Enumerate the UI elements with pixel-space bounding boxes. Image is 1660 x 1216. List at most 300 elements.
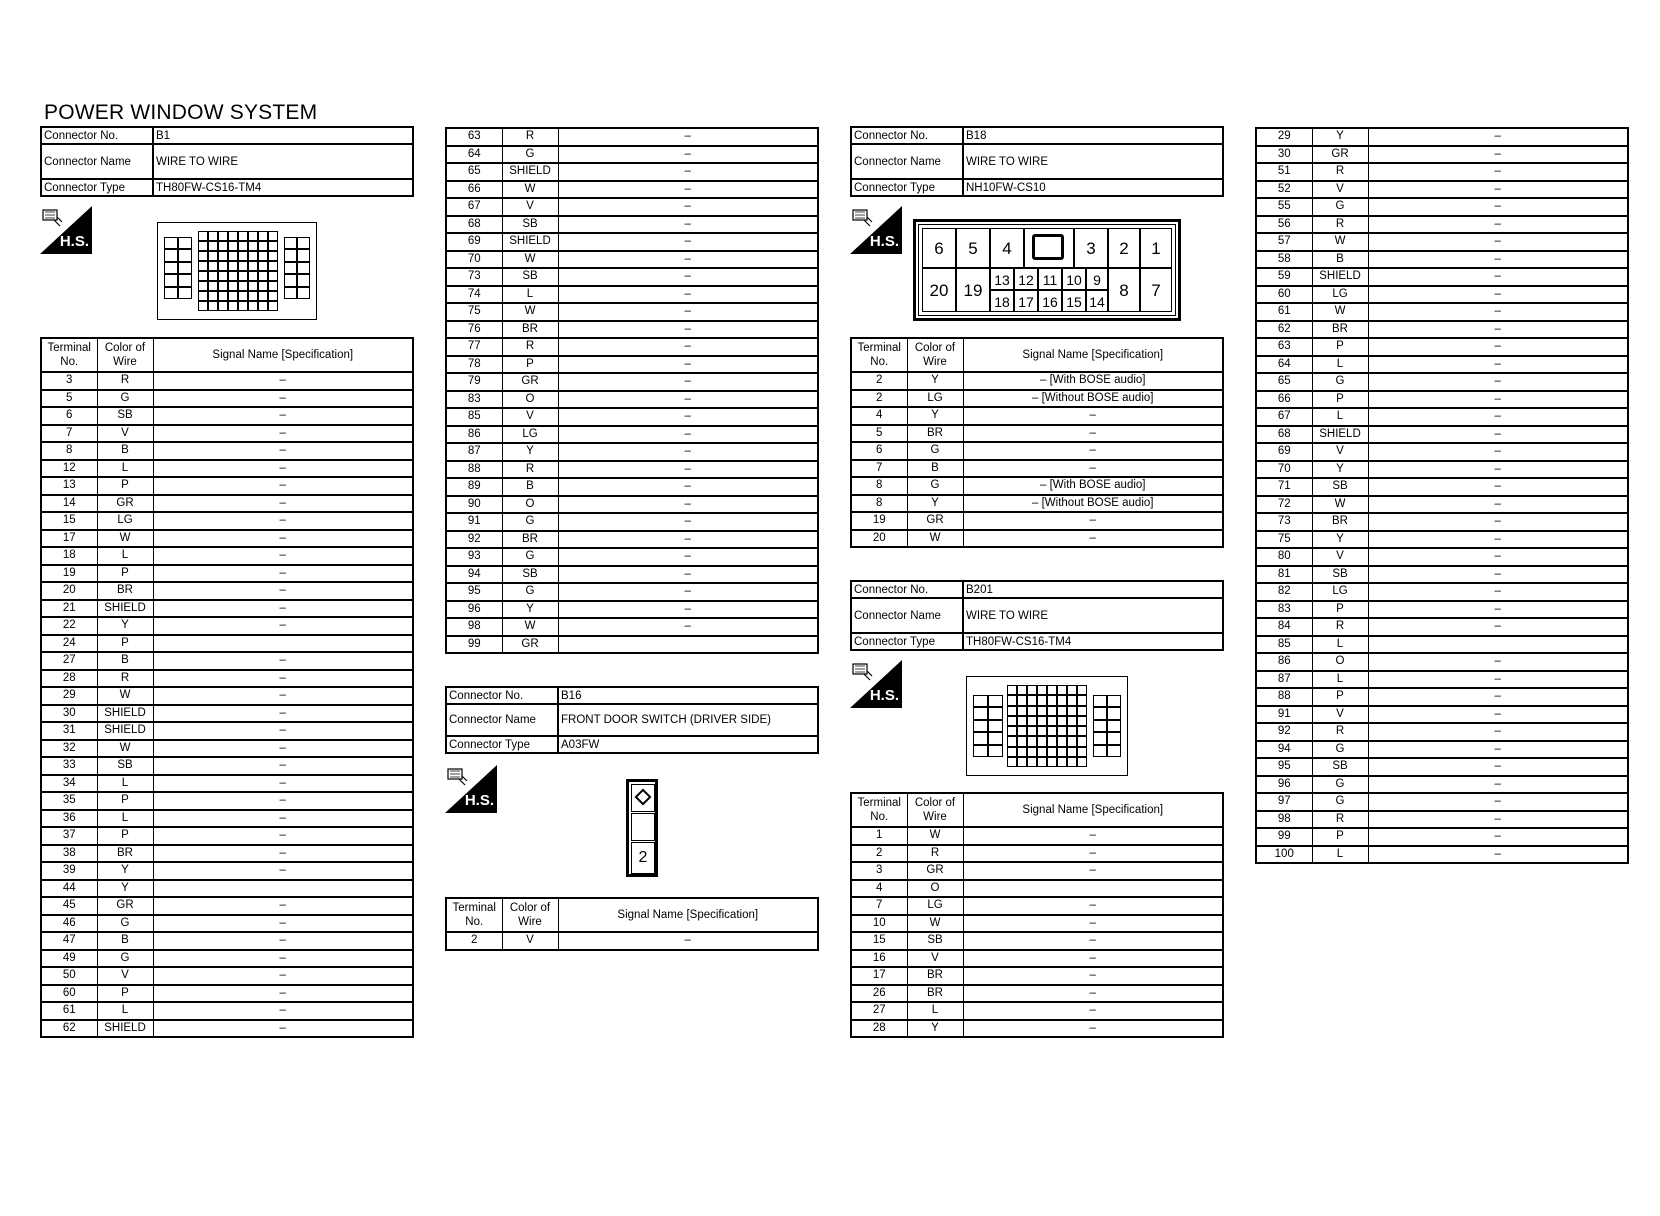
b18-connector-face <box>913 219 1181 321</box>
signal-name-cell: – <box>558 531 818 549</box>
terminal-no-cell: 27 <box>851 1002 907 1020</box>
table-row <box>41 600 413 618</box>
wire-color-cell: Y <box>97 617 153 635</box>
signal-name-cell: – <box>1368 758 1628 776</box>
terminal-no-cell: 55 <box>1256 198 1312 216</box>
table-row <box>41 985 413 1003</box>
signal-name-cell: – <box>153 617 413 635</box>
signal-name-cell: – <box>1368 408 1628 426</box>
signal-name-header: Signal Name [Specification] <box>963 338 1223 372</box>
b201-pin-block-left <box>973 695 1003 757</box>
signal-name-cell: – <box>558 601 818 619</box>
terminal-no-cell: 97 <box>1256 793 1312 811</box>
connector-name-label: Connector Name <box>851 144 963 179</box>
terminal-no-cell: 86 <box>446 426 502 444</box>
wire-color-cell: BR <box>1312 513 1368 531</box>
b1-pin-block-right <box>284 237 310 299</box>
table-row <box>851 915 1223 933</box>
terminal-no-cell: 12 <box>41 460 97 478</box>
terminal-no-cell: 75 <box>1256 531 1312 549</box>
table-row <box>1256 548 1628 566</box>
signal-name-cell: – <box>1368 426 1628 444</box>
wire-color-cell: P <box>97 985 153 1003</box>
terminal-no-cell: 81 <box>1256 566 1312 584</box>
table-row <box>446 216 818 234</box>
table-row <box>446 513 818 531</box>
wire-color-cell: GR <box>97 897 153 915</box>
terminal-no-cell: 49 <box>41 950 97 968</box>
wire-color-cell: SHIELD <box>97 600 153 618</box>
wire-color-cell: W <box>1312 496 1368 514</box>
signal-name-cell: – <box>558 583 818 601</box>
wire-color-cell: B <box>97 442 153 460</box>
wire-color-cell: V <box>1312 548 1368 566</box>
terminal-no-cell: 3 <box>851 862 907 880</box>
signal-name-cell: – <box>153 390 413 408</box>
table-row <box>41 1020 413 1038</box>
table-row <box>1256 618 1628 636</box>
wire-color-cell: Y <box>502 601 558 619</box>
wire-color-cell: W <box>502 181 558 199</box>
table-row <box>41 512 413 530</box>
terminal-no-cell: 61 <box>41 1002 97 1020</box>
table-row <box>1256 443 1628 461</box>
terminal-no-cell: 24 <box>41 635 97 653</box>
signal-name-cell: – <box>1368 251 1628 269</box>
wire-color-cell: V <box>502 198 558 216</box>
table-row <box>1256 146 1628 164</box>
terminal-no-cell: 17 <box>41 530 97 548</box>
signal-name-cell: – <box>153 477 413 495</box>
terminal-no-cell: 89 <box>446 478 502 496</box>
wire-color-cell: BR <box>1312 321 1368 339</box>
terminal-no-cell: 14 <box>41 495 97 513</box>
terminal-no-cell: 50 <box>41 967 97 985</box>
table-row <box>41 407 413 425</box>
terminal-no-cell: 20 <box>851 530 907 548</box>
wire-color-cell: V <box>97 967 153 985</box>
terminal-no-cell: 30 <box>1256 146 1312 164</box>
hs-label: H.S. <box>869 687 899 704</box>
signal-name-cell: – <box>153 740 413 758</box>
table-row <box>41 425 413 443</box>
terminal-no-cell: 36 <box>41 810 97 828</box>
wire-color-cell: R <box>97 372 153 390</box>
signal-name-cell: – <box>153 757 413 775</box>
wire-color-cell: Y <box>907 495 963 513</box>
terminal-no-cell: 92 <box>1256 723 1312 741</box>
connector-type-label: Connector Type <box>41 179 153 196</box>
terminal-no-cell: 88 <box>1256 688 1312 706</box>
table-row <box>1256 741 1628 759</box>
terminal-no-cell: 16 <box>851 950 907 968</box>
signal-name-cell: – <box>558 181 818 199</box>
signal-name-cell <box>963 880 1223 898</box>
table-row <box>41 460 413 478</box>
terminal-no-cell: 35 <box>41 792 97 810</box>
signal-name-cell: – <box>963 1002 1223 1020</box>
signal-name-cell: – <box>1368 163 1628 181</box>
table-row <box>1256 391 1628 409</box>
wire-color-cell: W <box>907 827 963 845</box>
wire-color-cell: SB <box>502 566 558 584</box>
table-row <box>41 547 413 565</box>
terminal-no-cell: 93 <box>446 548 502 566</box>
signal-name-cell: – <box>963 827 1223 845</box>
hs-label: H.S. <box>869 233 899 250</box>
color-of-wire-header: Color of Wire <box>907 338 963 372</box>
signal-name-cell: – <box>558 356 818 374</box>
signal-name-cell: – <box>558 373 818 391</box>
table-row <box>1256 828 1628 846</box>
wire-color-cell: P <box>97 792 153 810</box>
wire-color-cell: P <box>1312 688 1368 706</box>
terminal-no-cell: 15 <box>851 932 907 950</box>
wire-color-cell: W <box>502 618 558 636</box>
table-row <box>446 408 818 426</box>
terminal-no-cell: 82 <box>1256 583 1312 601</box>
table-row <box>446 426 818 444</box>
wire-color-cell: L <box>97 1002 153 1020</box>
wire-color-cell: L <box>97 460 153 478</box>
terminal-no-cell: 4 <box>851 407 907 425</box>
b18-pin-1: 1 <box>1140 228 1172 268</box>
connector-no-label: Connector No. <box>41 127 153 144</box>
table-row <box>446 566 818 584</box>
signal-name-cell: – <box>153 827 413 845</box>
table-row <box>851 897 1223 915</box>
table-row <box>1256 216 1628 234</box>
signal-name-cell: – <box>153 722 413 740</box>
table-row <box>41 897 413 915</box>
signal-name-cell: – <box>1368 303 1628 321</box>
connector-name-label: Connector Name <box>446 704 558 736</box>
terminal-no-cell: 58 <box>1256 251 1312 269</box>
signal-name-cell: – [Without BOSE audio] <box>963 390 1223 408</box>
terminal-no-cell: 69 <box>446 233 502 251</box>
b18-pin-12: 12 <box>1014 268 1038 290</box>
table-row <box>446 443 818 461</box>
wire-color-cell: GR <box>97 495 153 513</box>
signal-name-cell: – <box>153 897 413 915</box>
signal-name-cell: – <box>558 932 818 950</box>
table-row <box>41 652 413 670</box>
table-row <box>851 372 1223 390</box>
wire-color-cell: Y <box>907 1020 963 1038</box>
signal-name-cell: – <box>963 967 1223 985</box>
connector-no-label: Connector No. <box>851 127 963 144</box>
wire-color-cell: P <box>97 635 153 653</box>
table-row <box>851 1002 1223 1020</box>
signal-name-cell: – [Without BOSE audio] <box>963 495 1223 513</box>
terminal-no-cell: 5 <box>41 390 97 408</box>
terminal-no-header: Terminal No. <box>851 338 907 372</box>
wire-color-cell: GR <box>907 512 963 530</box>
signal-name-cell: – <box>1368 146 1628 164</box>
signal-name-cell: – <box>963 407 1223 425</box>
wire-color-cell: G <box>97 950 153 968</box>
b201-terminal-table-continued <box>1255 127 1629 864</box>
terminal-no-cell: 67 <box>1256 408 1312 426</box>
table-row <box>446 636 818 654</box>
terminal-no-cell: 6 <box>851 442 907 460</box>
wire-color-cell: L <box>502 286 558 304</box>
signal-name-cell: – <box>153 652 413 670</box>
table-row <box>1256 426 1628 444</box>
signal-name-cell: – <box>153 845 413 863</box>
b16-pin-1 <box>631 784 655 812</box>
wire-color-cell: SB <box>97 407 153 425</box>
wire-color-cell: R <box>1312 163 1368 181</box>
signal-name-cell: – <box>153 425 413 443</box>
b18-pin-5: 5 <box>956 228 990 268</box>
terminal-no-cell: 2 <box>851 372 907 390</box>
table-row <box>41 372 413 390</box>
signal-name-cell: – <box>558 566 818 584</box>
terminal-no-cell: 32 <box>41 740 97 758</box>
wire-color-cell: SB <box>502 268 558 286</box>
signal-name-cell: – <box>558 408 818 426</box>
table-row <box>1256 356 1628 374</box>
connector-no-value: B18 <box>963 127 1223 144</box>
wire-color-cell: B <box>1312 251 1368 269</box>
b18-pin-17: 17 <box>1014 290 1038 312</box>
terminal-no-cell: 2 <box>851 845 907 863</box>
terminal-no-cell: 95 <box>1256 758 1312 776</box>
terminal-no-cell: 33 <box>41 757 97 775</box>
wire-color-cell: L <box>97 810 153 828</box>
table-row <box>446 233 818 251</box>
wire-color-cell: G <box>502 146 558 164</box>
terminal-no-cell: 7 <box>851 460 907 478</box>
signal-name-cell <box>153 635 413 653</box>
terminal-no-cell: 13 <box>41 477 97 495</box>
harness-side-icon <box>850 660 902 708</box>
terminal-no-cell: 29 <box>1256 128 1312 146</box>
wire-color-cell: G <box>1312 793 1368 811</box>
signal-name-cell: – <box>1368 583 1628 601</box>
signal-name-cell: – <box>963 985 1223 1003</box>
signal-name-cell: – <box>153 600 413 618</box>
signal-name-cell: – <box>1368 233 1628 251</box>
table-row <box>41 530 413 548</box>
hand-connector-icon <box>852 208 874 228</box>
table-row <box>446 583 818 601</box>
wire-color-cell: LG <box>1312 286 1368 304</box>
b201-header-table <box>850 580 1224 651</box>
signal-name-cell: – <box>963 1020 1223 1038</box>
signal-name-cell: – <box>153 512 413 530</box>
connector-no-value: B16 <box>558 687 818 704</box>
wire-color-cell: BR <box>502 321 558 339</box>
table-row <box>446 478 818 496</box>
table-row <box>851 530 1223 548</box>
signal-name-cell: – <box>963 845 1223 863</box>
terminal-no-cell: 59 <box>1256 268 1312 286</box>
table-row <box>446 286 818 304</box>
wire-color-cell: P <box>502 356 558 374</box>
table-row <box>446 321 818 339</box>
b18-pin-20: 20 <box>922 268 956 312</box>
signal-name-cell: – <box>1368 688 1628 706</box>
table-row <box>1256 811 1628 829</box>
wire-color-cell: BR <box>97 582 153 600</box>
terminal-no-cell: 2 <box>446 932 502 950</box>
table-row <box>41 670 413 688</box>
signal-name-cell: – <box>153 705 413 723</box>
signal-name-cell: – <box>153 985 413 1003</box>
connector-type-value: TH80FW-CS16-TM4 <box>963 633 1223 650</box>
wire-color-cell: SHIELD <box>97 705 153 723</box>
wire-color-cell: G <box>1312 373 1368 391</box>
signal-name-cell: – <box>558 286 818 304</box>
signal-name-cell: – <box>1368 478 1628 496</box>
b1-terminal-table-continued <box>445 127 819 654</box>
signal-name-cell: – <box>558 461 818 479</box>
wire-color-cell: W <box>97 530 153 548</box>
wire-color-cell: R <box>1312 723 1368 741</box>
table-row <box>41 565 413 583</box>
terminal-no-cell: 96 <box>446 601 502 619</box>
connector-no-label: Connector No. <box>851 581 963 598</box>
signal-name-cell: – <box>153 967 413 985</box>
wire-color-cell: G <box>97 915 153 933</box>
signal-name-cell: – <box>1368 776 1628 794</box>
signal-name-cell: – <box>963 897 1223 915</box>
signal-name-cell: – <box>153 530 413 548</box>
b18-terminal-table <box>850 337 1224 548</box>
signal-name-cell: – <box>558 163 818 181</box>
table-row <box>446 601 818 619</box>
table-row <box>41 792 413 810</box>
terminal-no-cell: 90 <box>446 496 502 514</box>
wire-color-cell: P <box>97 565 153 583</box>
b18-pin-16: 16 <box>1038 290 1062 312</box>
terminal-no-cell: 70 <box>446 251 502 269</box>
wire-color-cell: G <box>97 390 153 408</box>
wire-color-cell: L <box>1312 671 1368 689</box>
terminal-no-cell: 62 <box>41 1020 97 1038</box>
wire-color-cell: SB <box>1312 478 1368 496</box>
hs-label: H.S. <box>464 792 494 809</box>
wire-color-cell: Y <box>97 862 153 880</box>
signal-name-cell: – <box>1368 391 1628 409</box>
wire-color-cell: Y <box>1312 128 1368 146</box>
table-row <box>1256 321 1628 339</box>
hand-connector-icon <box>852 662 874 682</box>
signal-name-cell: – <box>558 128 818 146</box>
signal-name-cell: – <box>963 915 1223 933</box>
wire-color-cell: BR <box>907 425 963 443</box>
signal-name-cell: – <box>558 478 818 496</box>
wire-color-cell: Y <box>1312 461 1368 479</box>
table-row <box>446 128 818 146</box>
table-row <box>1256 303 1628 321</box>
color-of-wire-header: Color of Wire <box>907 793 963 827</box>
table-row <box>851 407 1223 425</box>
terminal-no-cell: 8 <box>851 477 907 495</box>
wire-color-cell: GR <box>502 373 558 391</box>
terminal-no-cell: 8 <box>41 442 97 460</box>
table-row <box>851 862 1223 880</box>
connector-no-value: B1 <box>153 127 413 144</box>
b18-pin-11: 11 <box>1038 268 1062 290</box>
wire-color-cell: GR <box>502 636 558 654</box>
table-row <box>41 740 413 758</box>
terminal-no-cell: 84 <box>1256 618 1312 636</box>
table-row <box>1256 181 1628 199</box>
wire-color-cell: V <box>502 932 558 950</box>
wire-color-cell: V <box>1312 443 1368 461</box>
wire-color-cell: SB <box>1312 758 1368 776</box>
table-row <box>851 477 1223 495</box>
signal-name-cell: – <box>558 233 818 251</box>
connector-type-label: Connector Type <box>851 179 963 196</box>
signal-name-cell: – <box>1368 356 1628 374</box>
table-row <box>446 391 818 409</box>
signal-name-cell: – <box>1368 128 1628 146</box>
connector-name-value: WIRE TO WIRE <box>153 144 413 179</box>
table-row <box>1256 793 1628 811</box>
signal-name-cell: – <box>1368 653 1628 671</box>
table-row <box>446 163 818 181</box>
terminal-no-cell: 47 <box>41 932 97 950</box>
signal-name-cell: – <box>1368 741 1628 759</box>
table-row <box>851 932 1223 950</box>
signal-name-cell: – <box>153 687 413 705</box>
signal-name-cell: – <box>558 216 818 234</box>
terminal-no-cell: 73 <box>1256 513 1312 531</box>
table-row <box>851 950 1223 968</box>
b18-pin-15: 15 <box>1062 290 1086 312</box>
b16-connector-face <box>626 779 658 877</box>
signal-name-cell: – <box>963 950 1223 968</box>
table-row <box>851 985 1223 1003</box>
signal-name-cell: – <box>558 548 818 566</box>
terminal-no-cell: 65 <box>1256 373 1312 391</box>
b201-connector-face <box>966 676 1128 776</box>
terminal-no-cell: 17 <box>851 967 907 985</box>
terminal-no-cell: 91 <box>1256 706 1312 724</box>
b16-terminal-table <box>445 897 819 951</box>
terminal-no-cell: 88 <box>446 461 502 479</box>
signal-name-header: Signal Name [Specification] <box>558 898 818 932</box>
table-row <box>1256 758 1628 776</box>
terminal-no-cell: 10 <box>851 915 907 933</box>
signal-name-cell: – <box>558 618 818 636</box>
terminal-no-cell: 86 <box>1256 653 1312 671</box>
terminal-no-cell: 27 <box>41 652 97 670</box>
table-row <box>41 810 413 828</box>
terminal-no-cell: 52 <box>1256 181 1312 199</box>
signal-name-cell: – <box>558 251 818 269</box>
table-row <box>1256 653 1628 671</box>
table-row <box>1256 496 1628 514</box>
table-row <box>41 880 413 898</box>
signal-name-cell: – <box>558 321 818 339</box>
signal-name-cell: – <box>558 198 818 216</box>
color-of-wire-header: Color of Wire <box>502 898 558 932</box>
b18-pin-6: 6 <box>922 228 956 268</box>
wire-color-cell: R <box>1312 811 1368 829</box>
signal-name-cell: – <box>153 495 413 513</box>
table-row <box>446 461 818 479</box>
wire-color-cell: O <box>1312 653 1368 671</box>
table-row <box>446 548 818 566</box>
table-row <box>41 827 413 845</box>
wire-color-cell: LG <box>907 897 963 915</box>
harness-side-icon <box>445 765 497 813</box>
